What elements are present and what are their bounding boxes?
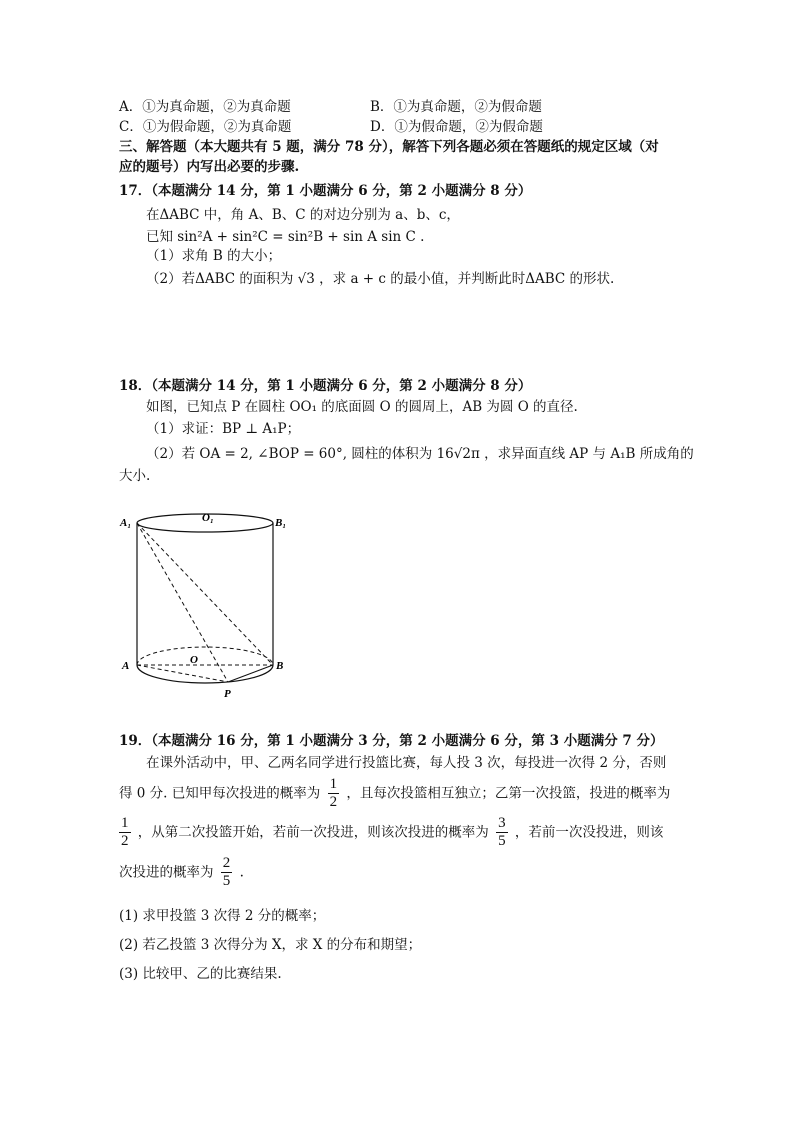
- fraction-two-fifths: [221, 855, 233, 891]
- bottom-ellipse-back: [137, 647, 273, 665]
- q19-line-3a: ，从第二次投篮开始，若前一次投进，则该次投进的概率为: [137, 824, 489, 841]
- fraction-three-fifths: [496, 815, 508, 851]
- fraction-one-half-b: [119, 815, 131, 851]
- label-b: B: [276, 660, 284, 672]
- q19-line-3: [119, 815, 663, 851]
- q18-line-4: 大小.: [119, 468, 151, 484]
- q19-line-4a: 次投进的概率为: [119, 864, 214, 881]
- fraction-numerator: 1: [328, 776, 340, 794]
- q19-line-3b: ，若前一次没投进，则该: [514, 824, 664, 841]
- fraction-numerator: 2: [221, 855, 233, 873]
- option-b: B．①为真命题，②为假命题: [370, 99, 542, 115]
- label-p: P: [224, 688, 231, 700]
- fraction-denominator: 5: [498, 833, 506, 850]
- q19-subquestion-1: (1) 求甲投篮 3 次得 2 分的概率；: [119, 908, 326, 924]
- label-a1: A₁: [120, 517, 132, 529]
- fraction-denominator: 2: [329, 794, 338, 811]
- segment-a1b: [137, 523, 273, 665]
- q19-subquestion-3: (3) 比较甲、乙的比赛结果.: [119, 966, 282, 982]
- q17-part-1: （1）求角 B 的大小；: [146, 248, 282, 264]
- section-3-heading-line1: 三、解答题（本大题共有 5 题，满分 78 分），解答下列各题必须在答题纸的规定区域（对: [119, 139, 659, 155]
- segment-ap: [137, 665, 228, 682]
- cylinder-figure: [112, 505, 302, 705]
- q18-header: 18．（本题满分 14 分，第 1 小题满分 6 分，第 2 小题满分 8 分）: [119, 378, 532, 394]
- segment-a1p: [137, 523, 228, 682]
- q18-line-1: 如图，已知点 P 在圆柱 OO₁ 的底面圆 O 的圆周上，AB 为圆 O 的直径.: [146, 399, 578, 415]
- label-o1: O₁: [202, 512, 214, 524]
- q17-part-2: （2）若ΔABC 的面积为 √3 ，求 a + c 的最小值，并判断此时ΔABC 的形状.: [146, 271, 615, 287]
- q19-line-2b: ，且每次投篮相互独立；乙第一次投篮，投进的概率为: [346, 785, 671, 802]
- fraction-numerator: 1: [119, 815, 131, 833]
- q18-part-1: （1）求证：BP ⊥ A₁P；: [146, 421, 301, 437]
- q19-header: 19．（本题满分 16 分，第 1 小题满分 3 分，第 2 小题满分 6 分，第 3 小题满分 7 分）: [119, 733, 664, 749]
- label-b1: B₁: [275, 517, 287, 529]
- q19-subquestion-2: (2) 若乙投篮 3 次得分为 X，求 X 的分布和期望；: [119, 937, 422, 953]
- q19-line-1: 在课外活动中，甲、乙两名同学进行投篮比赛，每人投 3 次，每投进一次得 2 分，否则: [146, 755, 667, 771]
- q18-part-2: （2）若 OA = 2, ∠BOP = 60°, 圆柱的体积为 16√2π ，求异面直线 AP 与 A₁B 所成角的: [146, 446, 694, 462]
- q17-line-1: 在ΔABC 中，角 A、B、C 的对边分别为 a、b、c，: [146, 207, 460, 223]
- label-o: O: [190, 654, 198, 666]
- q17-line-2: 已知 sin²A + sin²C = sin²B + sin A sin C .: [146, 229, 425, 245]
- q19-line-4: [119, 855, 244, 891]
- fraction-denominator: 5: [222, 873, 231, 890]
- bottom-ellipse-front: [137, 665, 273, 683]
- label-a: A: [122, 660, 130, 672]
- option-c: C．①为假命题，②为真命题: [119, 119, 292, 135]
- fraction-denominator: 2: [121, 833, 129, 850]
- option-d: D．①为假命题，②为假命题: [370, 119, 543, 135]
- q19-line-2: [119, 776, 670, 812]
- q19-line-2a: 得 0 分. 已知甲每次投进的概率为: [119, 785, 321, 802]
- option-a: A．①为真命题，②为真命题: [119, 99, 291, 115]
- fraction-one-half: [328, 776, 340, 812]
- q19-line-4b: .: [239, 864, 244, 881]
- section-3-heading-line2: 应的题号）内写出必要的步骤.: [119, 159, 300, 175]
- q17-header: 17．（本题满分 14 分，第 1 小题满分 6 分，第 2 小题满分 8 分）: [119, 183, 532, 199]
- fraction-numerator: 3: [496, 815, 508, 833]
